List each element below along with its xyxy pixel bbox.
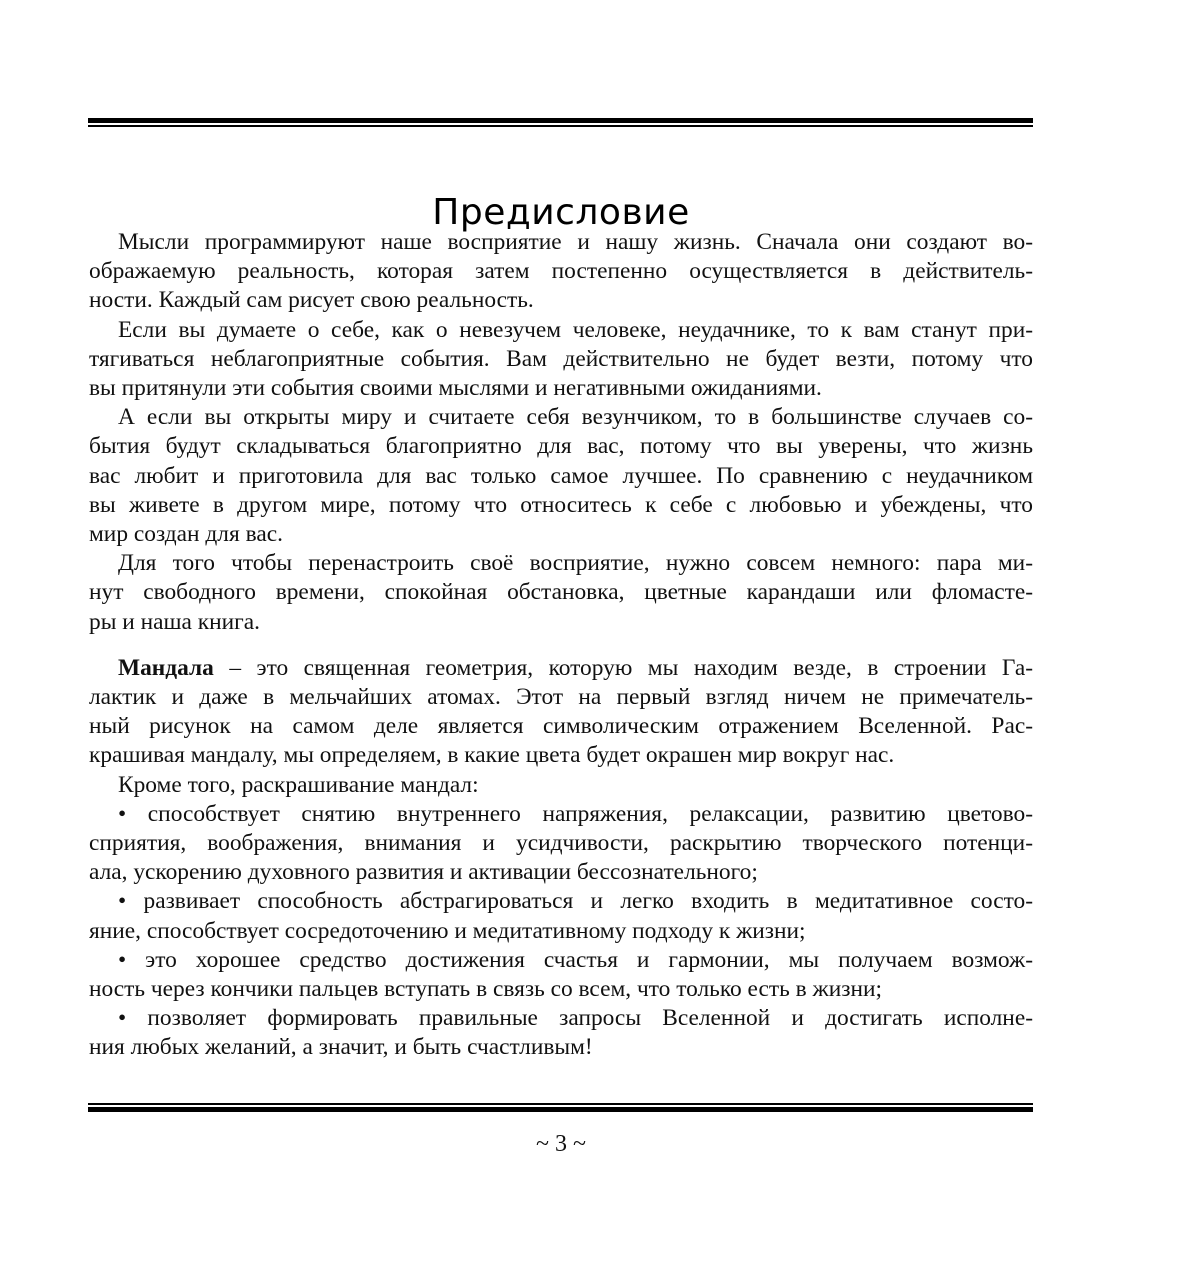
text-line: бытия будут складываться благоприятно для вас, потому что вы уверены, что жизнь [89,433,1033,460]
bullet-item-2 [89,887,1033,945]
body-text [89,228,1033,1063]
text-line [89,654,1033,683]
mandala-term: Мандала [118,654,214,681]
text-line: ала, ускорению духовного развития и активации бессознательного; [89,859,758,886]
text-line: ния любых желаний, а значит, и быть счастливым! [89,1034,593,1061]
text-line: ры и наша книга. [89,608,260,635]
text-line: крашивая мандалу, мы определяем, в какие цвета будет окрашен мир вокруг нас. [89,742,895,769]
text-line: Для того чтобы перенастроить своё восприятие, нужно совсем немного: пара ми- [118,550,1033,577]
text-line: Кроме того, раскрашивание мандал: [118,771,479,798]
text-line: ность через кончики пальцев вступать в связь со всем, что только есть в жизни; [89,976,882,1003]
bottom-double-rule [88,1103,1033,1112]
text-line: А если вы открыты миру и считаете себя везунчиком, то в большинстве случаев со- [118,404,1033,431]
text-line: нут свободного времени, спокойная обстановка, цветные карандаши или фломасте- [89,579,1033,606]
text-line: Мысли программируют наше восприятие и нашу жизнь. Сначала они создают во- [118,229,1033,255]
top-double-rule [88,118,1033,127]
text-line: • развивает способность абстрагироваться и легко входить в медитативное состо- [118,888,1033,915]
text-line: яние, способствует сосредоточению и медитативному подходу к жизни; [89,917,806,944]
text-line: Если вы думаете о себе, как о невезучем человеке, неудачнике, то к вам станут при- [118,316,1033,343]
text-line: вы живете в другом мире, потому что относитесь к себе с любовью и убеждены, что [89,491,1033,518]
text-line: ности. Каждый сам рисует свою реальность. [89,287,534,314]
page-number: ~ 3 ~ [536,1131,586,1157]
text-line: ный рисунок на самом деле является символическим отражением Вселенной. Рас- [89,713,1033,740]
text-line: сприятия, воображения, внимания и усидчивости, раскрытию творческого потенци- [89,830,1033,857]
text-line: • позволяет формировать правильные запросы Вселенной и достигать исполне- [118,1005,1033,1032]
page-title: Предисловие [432,192,690,234]
text-line: • это хорошее средство достижения счастья и гармонии, мы получаем возмож- [118,946,1033,973]
rule-thin-line [88,125,1033,127]
text-line: вы притянули эти события своими мыслями и негативными ожиданиями. [89,375,822,402]
paragraph-3 [89,403,1033,549]
bullet-item-1 [89,800,1033,888]
mandala-intro [89,771,1033,800]
bullet-item-3 [89,946,1033,1004]
rule-thick-line [88,1107,1033,1112]
paragraph-4 [89,549,1033,637]
paragraph-2 [89,316,1033,404]
text-line: тягиваться неблагоприятные события. Вам действительно не будет везти, потому что [89,345,1033,372]
text-line: ображаемую реальность, которая затем постепенно осуществляется в действитель- [89,258,1033,285]
text-line: мир создан для вас. [89,521,283,548]
text-line: лактик и даже в мельчайших атомах. Этот на первый взгляд ничем не примечатель- [89,684,1033,711]
text-line: вас любит и приготовила для вас только самое лучшее. По сравнению с неудачником [89,462,1033,489]
mandala-paragraph [89,654,1033,771]
text-line: • способствует снятию внутреннего напряжения, релаксации, развитию цветово- [118,800,1033,827]
paragraph-1 [89,228,1033,316]
bullet-item-4 [89,1004,1033,1062]
mandala-definition-start: – это священная геометрия, которую мы находим везде, в строении Га- [213,654,1033,681]
